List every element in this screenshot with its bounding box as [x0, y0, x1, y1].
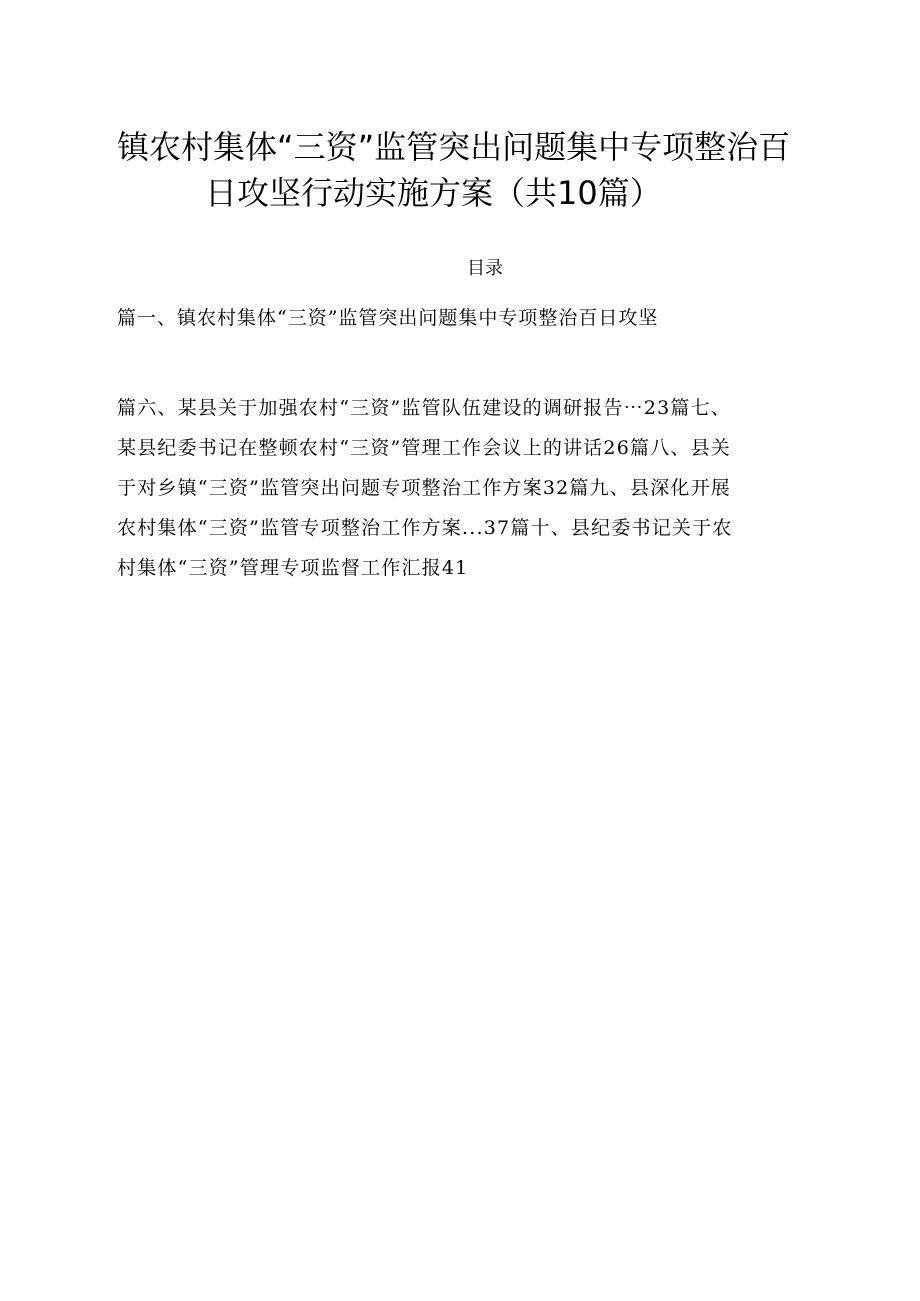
- toc-heading: 目录: [467, 258, 503, 279]
- toc-line: 篇六、某县关于加强农村“三资”监管队伍建设的调研报告⋯23篇七、: [117, 397, 732, 419]
- document-title: [117, 124, 857, 216]
- toc-line: 于对乡镇“三资”监管突出问题专项整治工作方案32篇九、县深化开展: [117, 477, 732, 499]
- title-line-1: 镇农村集体“三资”监管突出问题集中专项整治百: [117, 128, 791, 166]
- toc-entries-block: [117, 388, 842, 588]
- toc-entry-1: 篇一、镇农村集体“三资”监管突出问题集中专项整治百日攻坚: [117, 307, 659, 329]
- toc-line: 某县纪委书记在整顿农村“三资”管理工作会议上的讲话26篇八、县关: [117, 437, 732, 459]
- toc-line: 村集体“三资”管理专项监督工作汇报41: [117, 557, 469, 579]
- title-line-2: 日攻坚行动实施方案（共10篇）: [205, 174, 662, 212]
- toc-line: 农村集体“三资”监管专项整治工作方案...37篇十、县纪委书记关于农: [117, 517, 733, 539]
